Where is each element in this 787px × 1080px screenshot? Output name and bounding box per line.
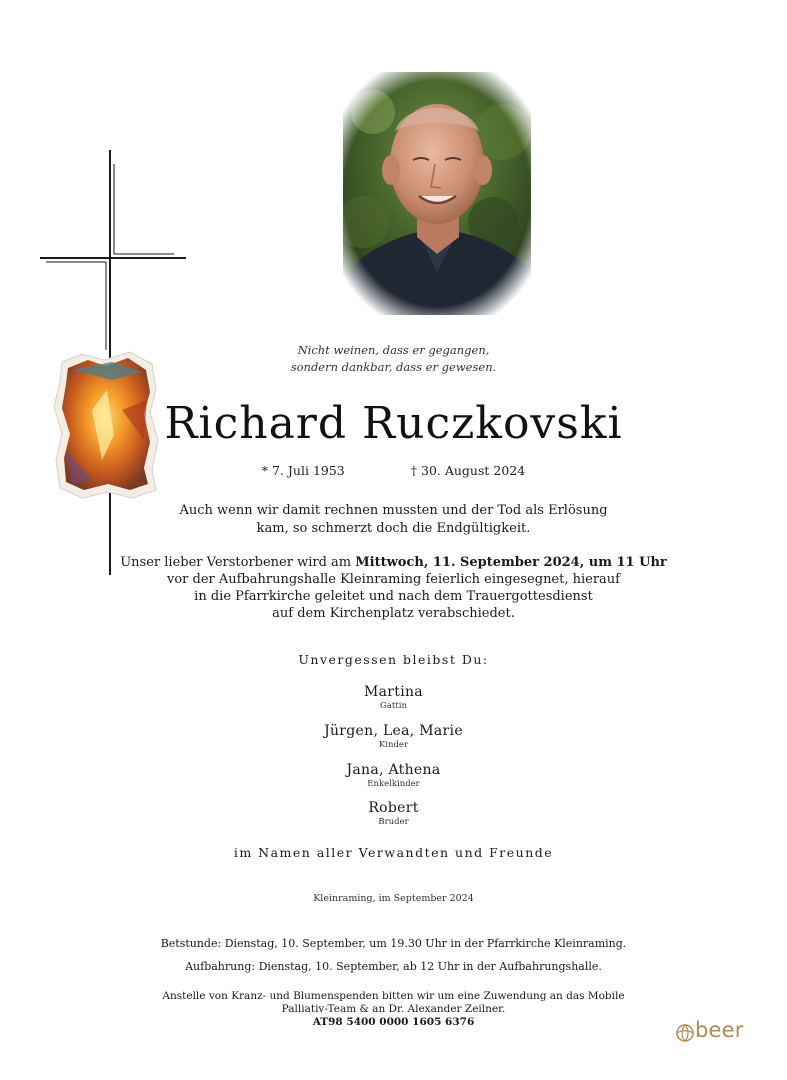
donation-line-2: Palliativ-Team & an Dr. Alexander Zeilner. bbox=[281, 1003, 506, 1015]
birth-date: * 7. Juli 1953 bbox=[261, 463, 345, 478]
on-behalf-line: im Namen aller Verwandten und Freunde bbox=[233, 845, 554, 860]
mourner-entry bbox=[0, 800, 787, 827]
condolence-paragraph bbox=[0, 502, 787, 538]
mourner-name: Martina bbox=[364, 684, 423, 700]
mourner-entry bbox=[0, 723, 787, 750]
mourner-entry bbox=[0, 762, 787, 789]
funeral-paragraph bbox=[0, 554, 787, 622]
funeral-datetime: Mittwoch, 11. September 2024, um 11 Uhr bbox=[355, 555, 667, 570]
mourner-role: Gattin bbox=[380, 701, 407, 711]
portrait-photo bbox=[343, 72, 531, 315]
paragraph1-line-1: Auch wenn wir damit rechnen mussten und der Tod als Erlösung bbox=[179, 503, 608, 518]
logo-text: beer bbox=[695, 1018, 744, 1042]
motto-line-2: sondern dankbar, dass er gewesen. bbox=[290, 360, 497, 374]
mourner-name: Robert bbox=[368, 800, 419, 816]
flower-icon bbox=[675, 1021, 695, 1045]
motto-line-1: Nicht weinen, dass er gegangen, bbox=[297, 343, 490, 357]
place-date: Kleinraming, im September 2024 bbox=[313, 893, 474, 904]
mourner-name: Jürgen, Lea, Marie bbox=[324, 723, 463, 739]
mourner-role: Bruder bbox=[378, 817, 409, 827]
paragraph1-line-2: kam, so schmerzt doch die Endgültigkeit. bbox=[256, 521, 531, 536]
mourner-role: Kinder bbox=[378, 740, 409, 750]
motto bbox=[0, 342, 787, 376]
laying-out-info: Aufbahrung: Dienstag, 10. September, ab 12 Uhr in der Aufbahrungshalle. bbox=[185, 960, 602, 973]
deceased-name: Richard Ruczkovski bbox=[164, 398, 623, 449]
paragraph2-line-3: in die Pfarrkirche geleitet und nach dem Trauergottesdienst bbox=[194, 589, 593, 604]
paragraph2-prefix: Unser lieber Verstorbener wird am bbox=[120, 555, 356, 570]
beer-logo bbox=[675, 1020, 755, 1046]
mourners-heading: Unvergessen bleibst Du: bbox=[298, 652, 489, 667]
donation-info bbox=[0, 990, 787, 1029]
mourner-name: Jana, Athena bbox=[346, 762, 441, 778]
prayer-hour-info: Betstunde: Dienstag, 10. September, um 19.30 Uhr in der Pfarrkirche Kleinraming. bbox=[160, 937, 627, 950]
paragraph2-line-4: auf dem Kirchenplatz verabschiedet. bbox=[272, 606, 515, 621]
paragraph2-line-2: vor der Aufbahrungshalle Kleinraming feierlich eingesegnet, hierauf bbox=[166, 572, 620, 587]
life-dates bbox=[0, 463, 787, 478]
donation-iban: AT98 5400 0000 1605 6376 bbox=[312, 1016, 475, 1028]
mourner-entry bbox=[0, 684, 787, 711]
donation-line-1: Anstelle von Kranz- und Blumenspenden bitten wir um eine Zuwendung an das Mobile bbox=[162, 990, 625, 1002]
paragraph2-line-1 bbox=[0, 554, 787, 571]
mourner-role: Enkelkinder bbox=[367, 779, 420, 789]
death-date: † 30. August 2024 bbox=[410, 463, 526, 478]
